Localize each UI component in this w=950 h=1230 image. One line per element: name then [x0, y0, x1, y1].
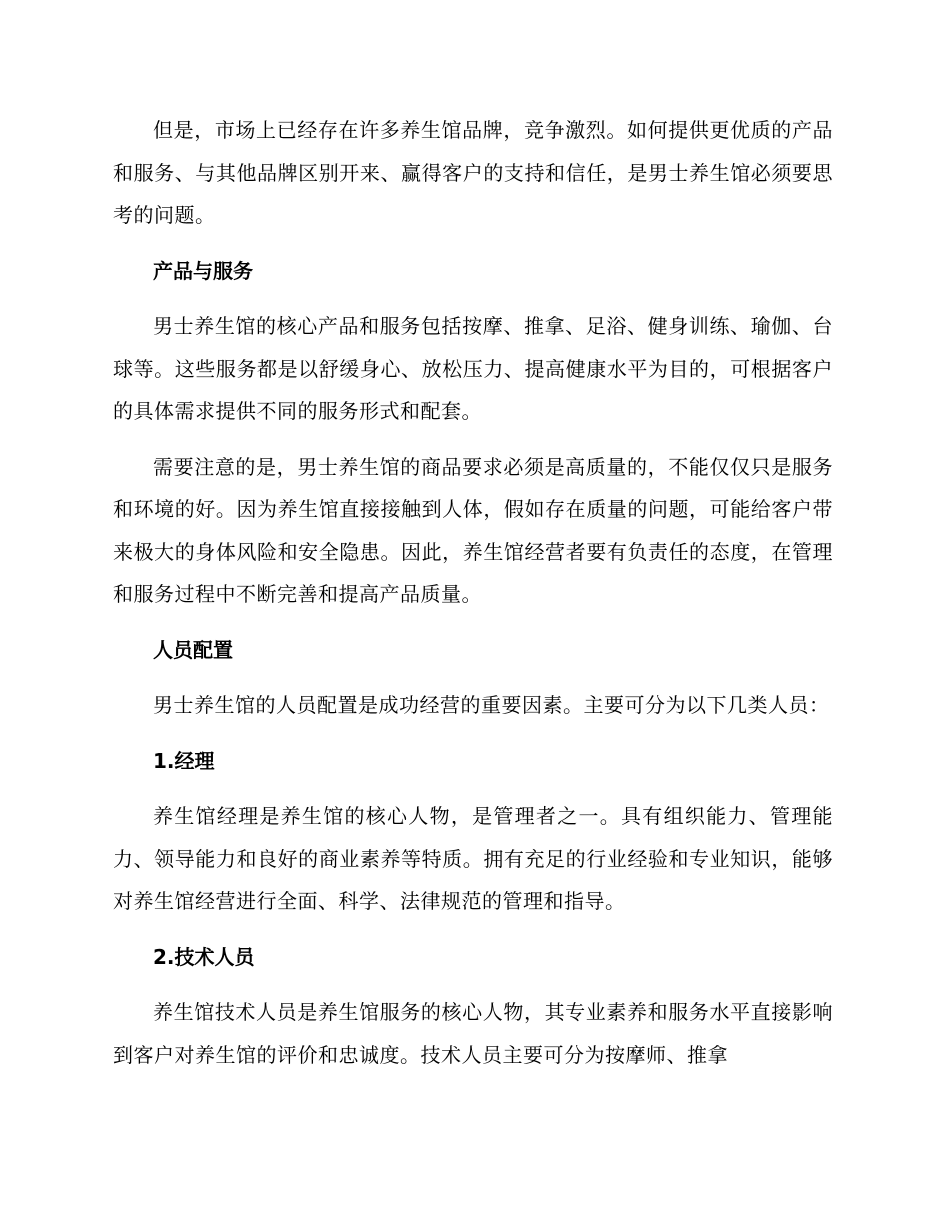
heading-technicians: 2.技术人员: [153, 944, 255, 969]
heading-staffing: 人员配置: [153, 637, 233, 662]
products-paragraph: 男士养生馆的核心产品和服务包括按摩、推拿、足浴、健身训练、瑜伽、台球等。这些服务都是以舒缓身心、放松压力、提高健康水平为目的，可根据客户的具体需求提供不同的服务形式和配套。: [113, 314, 833, 423]
technicians-paragraph: 养生馆技术人员是养生馆服务的核心人物，其专业素养和服务水平直接影响到客户对养生馆的评价和忠诚度。技术人员主要可分为按摩师、推拿: [113, 1000, 833, 1067]
heading-products-services: 产品与服务: [153, 258, 253, 283]
heading-manager: 1.经理: [153, 748, 215, 773]
document-page: [113, 109, 833, 1089]
staffing-paragraph: 男士养生馆的人员配置是成功经营的重要因素。主要可分为以下几类人员：: [153, 693, 830, 717]
quality-paragraph: 需要注意的是，男士养生馆的商品要求必须是高质量的，不能仅仅只是服务和环境的好。因为养生馆直接接触到人体，假如存在质量的问题，可能给客户带来极大的身体风险和安全隐患。因此，养生馆经营者要有负责任的态度，在管理和服务过程中不断完善和提高产品质量。: [113, 454, 833, 606]
intro-paragraph: 但是，市场上已经存在许多养生馆品牌，竞争激烈。如何提供更优质的产品和服务、与其他品牌区别开来、赢得客户的支持和信任，是男士养生馆必须要思考的问题。: [113, 118, 833, 227]
manager-paragraph: 养生馆经理是养生馆的核心人物，是管理者之一。具有组织能力、管理能力、领导能力和良好的商业素养等特质。拥有充足的行业经验和专业知识，能够对养生馆经营进行全面、科学、法律规范的管理和指导。: [113, 804, 833, 913]
